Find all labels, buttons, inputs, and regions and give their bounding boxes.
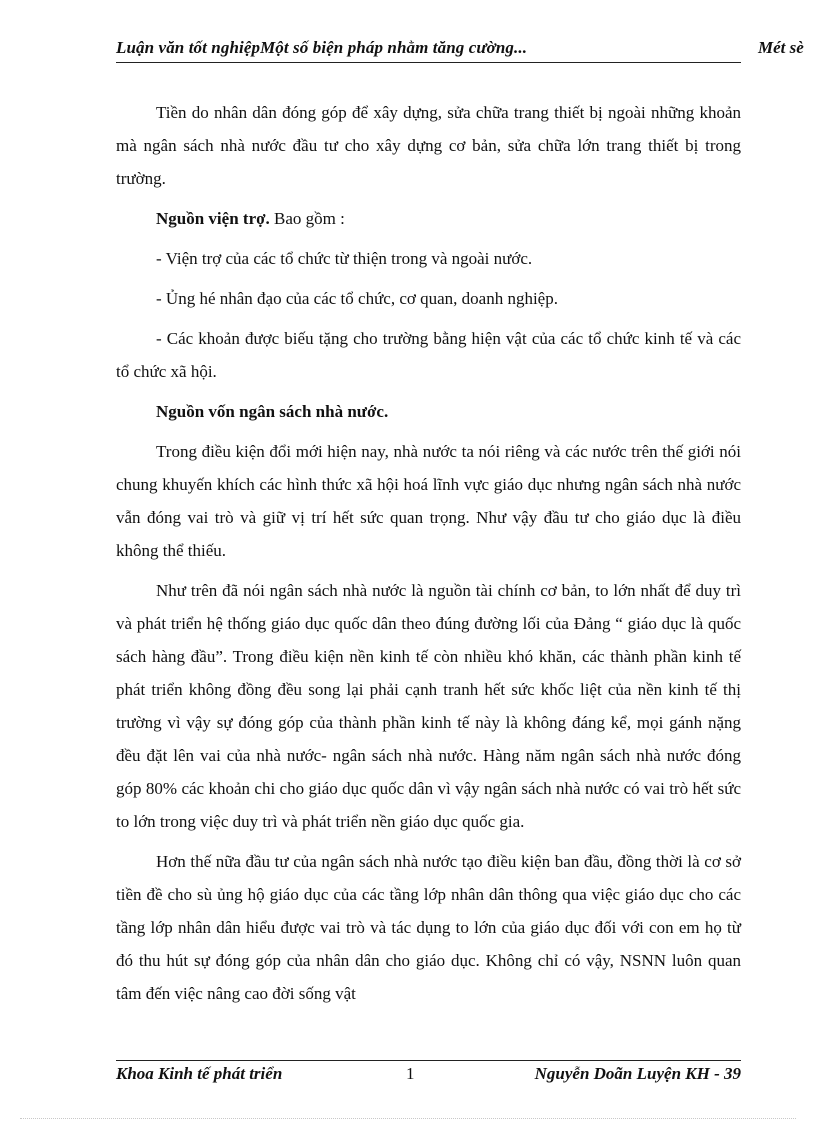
footer-rule [116,1060,741,1061]
paragraph-state-budget: Như trên đã nói ngân sách nhà nước là nguồn tài chính cơ bản, to lớn nhất để duy trì và phát triển hệ thống giáo dục quốc dân theo đúng đường lối của Đảng “ giáo dục là quốc sách hàng đầu”. Trong điều kiện nền kinh tế còn nhiều khó khăn, các thành phần kinh tế phát triển không đồng đều song lại phải cạnh tranh hết sức khốc liệt của nền kinh tế thị trường vì vậy sự đóng góp của thành phần kinh tế này là không đáng kể, mọi gánh nặng đều đặt lên vai của nhà nước- ngân sách nhà nước. Hàng năm ngân sách nhà nước đóng góp 80% các khoản chi cho giáo dục quốc dân vì vậy ngân sách nhà nước có vai trò hết sức to lớn trong việc duy trì và phát triển nền giáo dục quốc gia. [116,581,741,831]
header-right-text: Mét sè [758,38,804,57]
page-header [116,38,816,64]
document-body [116,96,741,1017]
paragraph-people-contribution: Tiền do nhân dân đóng góp để xây dựng, sửa chữa trang thiết bị ngoài những khoản mà ngân sách nhà nước đầu tư cho xây dựng cơ bản, sửa chữa lớn trang thiết bị trong trường. [116,103,741,188]
paragraph-renovation: Trong điều kiện đổi mới hiện nay, nhà nước ta nói riêng và các nước trên thế giới nói chung khuyến khích các hình thức xã hội hoá lĩnh vực giáo dục nhưng ngân sách nhà nước vẫn đóng vai trò và giữ vị trí hết sức quan trọng. Như vậy đầu tư cho giáo dục là điều không thể thiếu. [116,442,741,560]
aid-list-item-1: - Viện trợ của các tổ chức từ thiện trong và ngoài nước. [156,249,533,268]
budget-heading: Nguồn vốn ngân sách nhà nước. [156,402,389,421]
aid-list-item-3: - Các khoản được biếu tặng cho trường bằng hiện vật của các tổ chức kinh tế và các tổ chức xã hội. [116,329,741,381]
bottom-dotted-border [20,1118,796,1119]
page-footer [116,1064,741,1088]
header-title: Luận văn tốt nghiệpMột số biện pháp nhằm tăng cường... [116,38,528,57]
footer-page-number: 1 [406,1064,415,1083]
footer-author: Nguyễn Doãn Luyện KH - 39 [534,1064,741,1083]
paragraph-investment: Hơn thế nữa đầu tư của ngân sách nhà nước tạo điều kiện ban đầu, đồng thời là cơ sở tiền đề cho sù ủng hộ giáo dục của các tầng lớp nhân dân thông qua việc giáo dục cho các tầng lớp nhân dân hiểu được vai trò và tác dụng to lớn của giáo dục đối với con em họ từ đó thu hút sự đóng góp của nhân dân cho giáo dục. Không chỉ có vậy, NSNN luôn quan tâm đến việc nâng cao đời sống vật [116,852,741,1003]
aid-heading-rest: Bao gồm : [269,209,345,228]
aid-heading: Nguồn viện trợ. [156,209,270,228]
footer-faculty: Khoa Kinh tế phát triển [116,1064,283,1083]
aid-heading-line [116,202,741,235]
header-rule [116,62,741,63]
aid-list-item-2: - Ủng hé nhân đạo của các tổ chức, cơ quan, doanh nghiệp. [156,289,558,308]
